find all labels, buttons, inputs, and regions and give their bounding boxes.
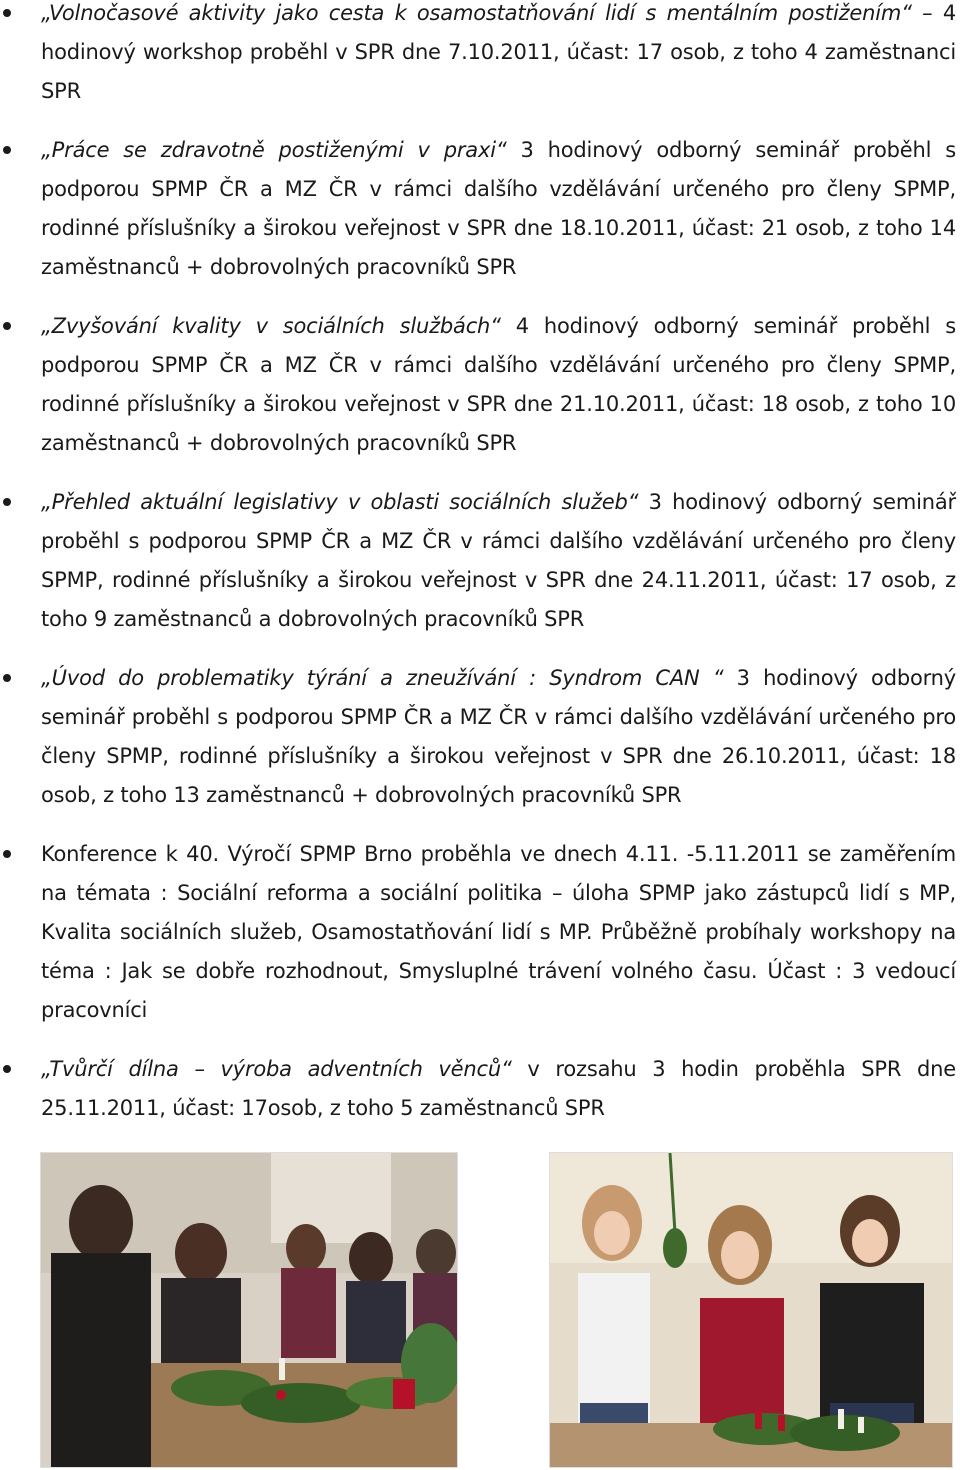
list-item bbox=[0, 0, 960, 111]
bullet-icon bbox=[3, 146, 11, 154]
item-body: 3 hodinový odborný seminář proběhl s podporou SPMP ČR a MZ ČR v rámci dalšího vzdělávání určeného pro členy SPMP, rodinné příslušníky a širokou veřejnost v SPR dne 24.11.2011, účast: 17 osob, z toho 9 zaměstnanců a dobrovolných pracovníků SPR bbox=[41, 490, 956, 631]
bullet-icon bbox=[3, 1065, 11, 1073]
bullet-icon bbox=[3, 9, 11, 17]
item-body: 4 hodinový workshop proběhl v SPR dne 7.10.2011, účast: 17 osob, z toho 4 zaměstnanci SPR bbox=[41, 1, 956, 103]
item-body: 4 hodinový odborný seminář proběhl s podporou SPMP ČR a MZ ČR v rámci dalšího vzdělávání určeného pro členy SPMP, rodinné příslušníky a širokou veřejnost v SPR dne 21.10.2011, účast: 18 osob, z toho 10 zaměstnanců + dobrovolných pracovníků SPR bbox=[41, 314, 956, 455]
bullet-icon bbox=[3, 498, 11, 506]
item-title: „Práce se zdravotně postiženými v praxi“ bbox=[41, 138, 507, 162]
list-item bbox=[0, 659, 960, 815]
item-title: „Přehled aktuální legislativy v oblasti sociálních služeb“ bbox=[41, 490, 639, 514]
item-body: 3 hodinový odborný seminář proběhl s podporou SPMP ČR a MZ ČR v rámci dalšího vzdělávání určeného pro členy SPMP, rodinné příslušníky a širokou veřejnost v SPR dne 26.10.2011, účast: 18 osob, z toho 13 zaměstnanců + dobrovolných pracovníků SPR bbox=[41, 666, 956, 807]
list-item bbox=[0, 307, 960, 463]
item-title: „Úvod do problematiky týrání a zneužívání : Syndrom CAN “ bbox=[41, 666, 724, 690]
list-item bbox=[0, 1050, 960, 1128]
workshop-photo-icon bbox=[41, 1153, 457, 1467]
item-body: 3 hodinový odborný seminář proběhl s podporou SPMP ČR a MZ ČR v rámci dalšího vzdělávání určeného pro členy SPMP, rodinné příslušníky a širokou veřejnost v SPR dne 18.10.2011, účast: 21 osob, z toho 14 zaměstnanců + dobrovolných pracovníků SPR bbox=[41, 138, 956, 279]
group-photo-icon bbox=[550, 1153, 952, 1467]
bullet-icon bbox=[3, 322, 11, 330]
group-photo bbox=[549, 1152, 953, 1468]
list-item bbox=[0, 131, 960, 287]
item-title: „Volnočasové aktivity jako cesta k osamostatňování lidí s mentálním postižením“ – bbox=[41, 1, 933, 25]
bullet-icon bbox=[3, 674, 11, 682]
bullet-icon bbox=[3, 850, 11, 858]
workshop-photo bbox=[40, 1152, 458, 1468]
item-title: „Tvůrčí dílna – výroba adventních věnců“ bbox=[41, 1057, 512, 1081]
item-body: Konference k 40. Výročí SPMP Brno proběhla ve dnech 4.11. -5.11.2011 se zaměřením na témata : Sociální reforma a sociální politika – úloha SPMP jako zástupců lidí s MP, Kvalita sociálních služeb, Osamostatňování lidí s MP. Průběžně probíhaly workshopy na téma : Jak se dobře rozhodnout, Smysluplné trávení volného času. Účast : 3 vedoucí pracovníci bbox=[41, 842, 956, 1022]
item-title: „Zvyšování kvality v sociálních službách“ bbox=[41, 314, 501, 338]
list-item bbox=[0, 835, 960, 1030]
item-body: v rozsahu 3 hodin proběhla SPR dne 25.11.2011, účast: 17osob, z toho 5 zaměstnanců SPR bbox=[41, 1057, 956, 1120]
list-item bbox=[0, 483, 960, 639]
